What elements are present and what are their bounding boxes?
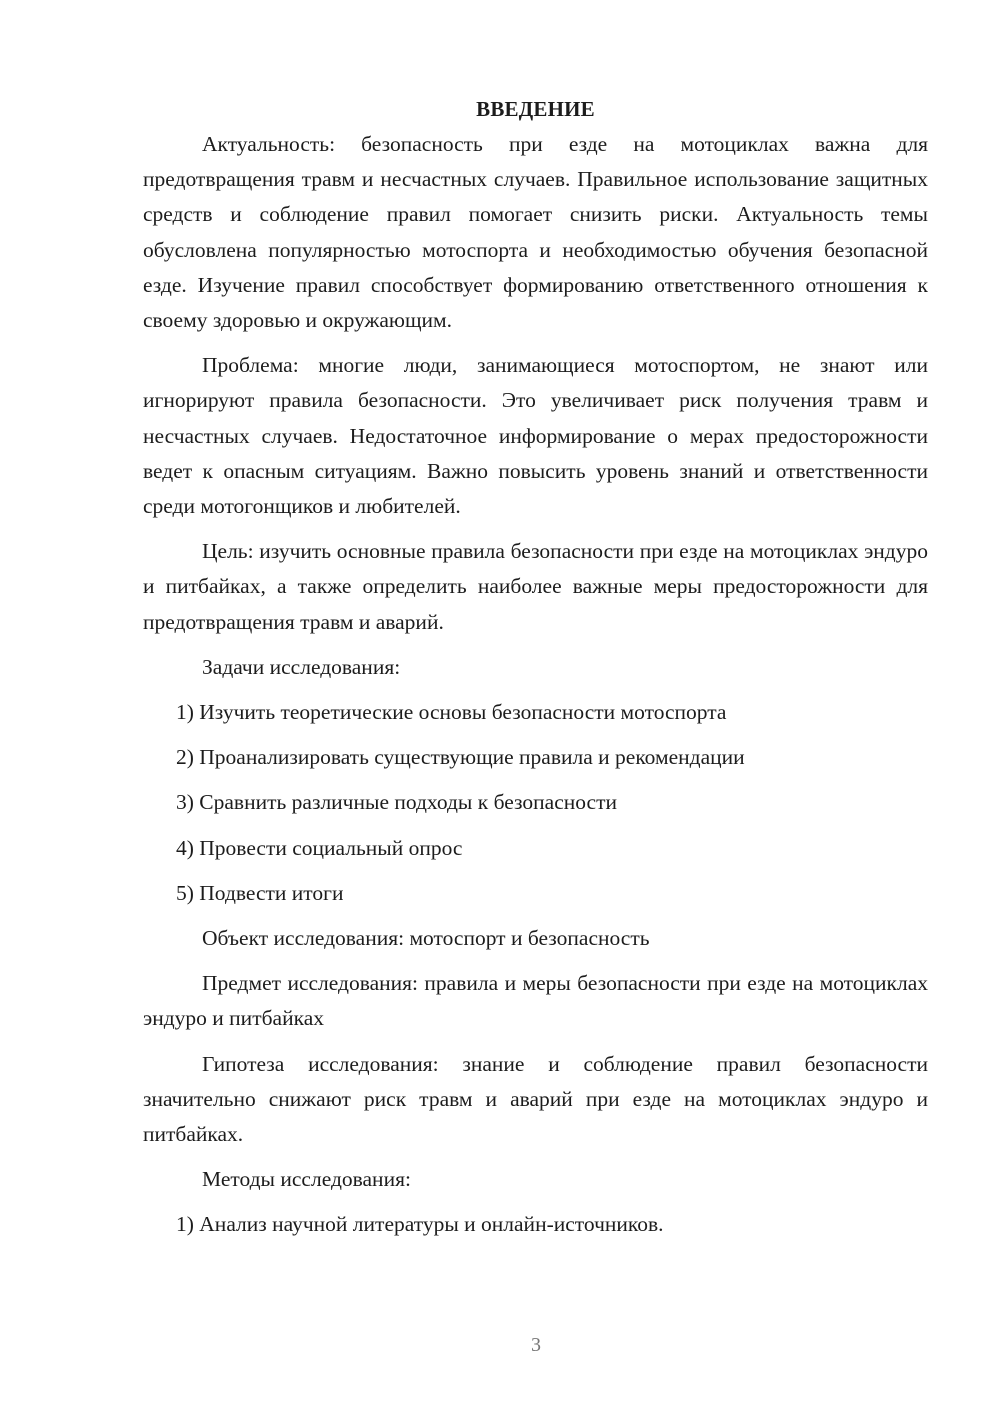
list-item: 1) Изучить теоретические основы безопасности мотоспорта <box>176 700 727 725</box>
list-item: 2) Проанализировать существующие правила и рекомендации <box>176 745 745 770</box>
page-content <box>143 92 928 1253</box>
list-item: 4) Провести социальный опрос <box>176 835 463 860</box>
methods-title: Методы исследования: <box>202 1167 411 1192</box>
list-item: 1) Анализ научной литературы и онлайн-источников. <box>176 1212 664 1237</box>
paragraph-goal: Цель: изучить основные правила безопасности при езде на мотоциклах эндуро и питбайках, а также определить наиболее важные меры предосторожности для предотвращения травм и аварий. <box>143 539 928 634</box>
paragraph-problem: Проблема: многие люди, занимающиеся мотоспортом, не знают или игнорируют правила безопасности. Это увеличивает риск получения травм и несчастных случаев. Недостаточное информирование о мерах предосторожности ведет к опасным ситуациям. Важно повысить уровень знаний и ответственности среди мотогонщиков и любителей. <box>143 353 928 519</box>
page-number: 3 <box>531 1334 541 1356</box>
paragraph-subject: Предмет исследования: правила и меры безопасности при езде на мотоциклах эндуро и питбайках <box>143 971 928 1031</box>
tasks-list <box>143 695 928 911</box>
page-title: ВВЕДЕНИЕ <box>476 97 595 121</box>
list-item: 5) Подвести итоги <box>176 880 344 905</box>
paragraph-relevance: Актуальность: безопасность при езде на мотоциклах важна для предотвращения травм и несчастных случаев. Правильное использование защитных средств и соблюдение правил помогает снизить риски. Актуальность темы обусловлена популярностью мотоспорта и необходимостью обучения безопасной езде. Изучение правил способствует формированию ответственного отношения к своему здоровью и окружающим. <box>143 132 928 333</box>
tasks-title: Задачи исследования: <box>202 654 401 679</box>
paragraph-object: Объект исследования: мотоспорт и безопасность <box>202 926 650 951</box>
paragraph-hypothesis: Гипотеза исследования: знание и соблюдение правил безопасности значительно снижают риск травм и аварий при езде на мотоциклах эндуро и питбайках. <box>143 1051 928 1147</box>
methods-list <box>143 1207 928 1242</box>
list-item: 3) Сравнить различные подходы к безопасности <box>176 790 617 815</box>
